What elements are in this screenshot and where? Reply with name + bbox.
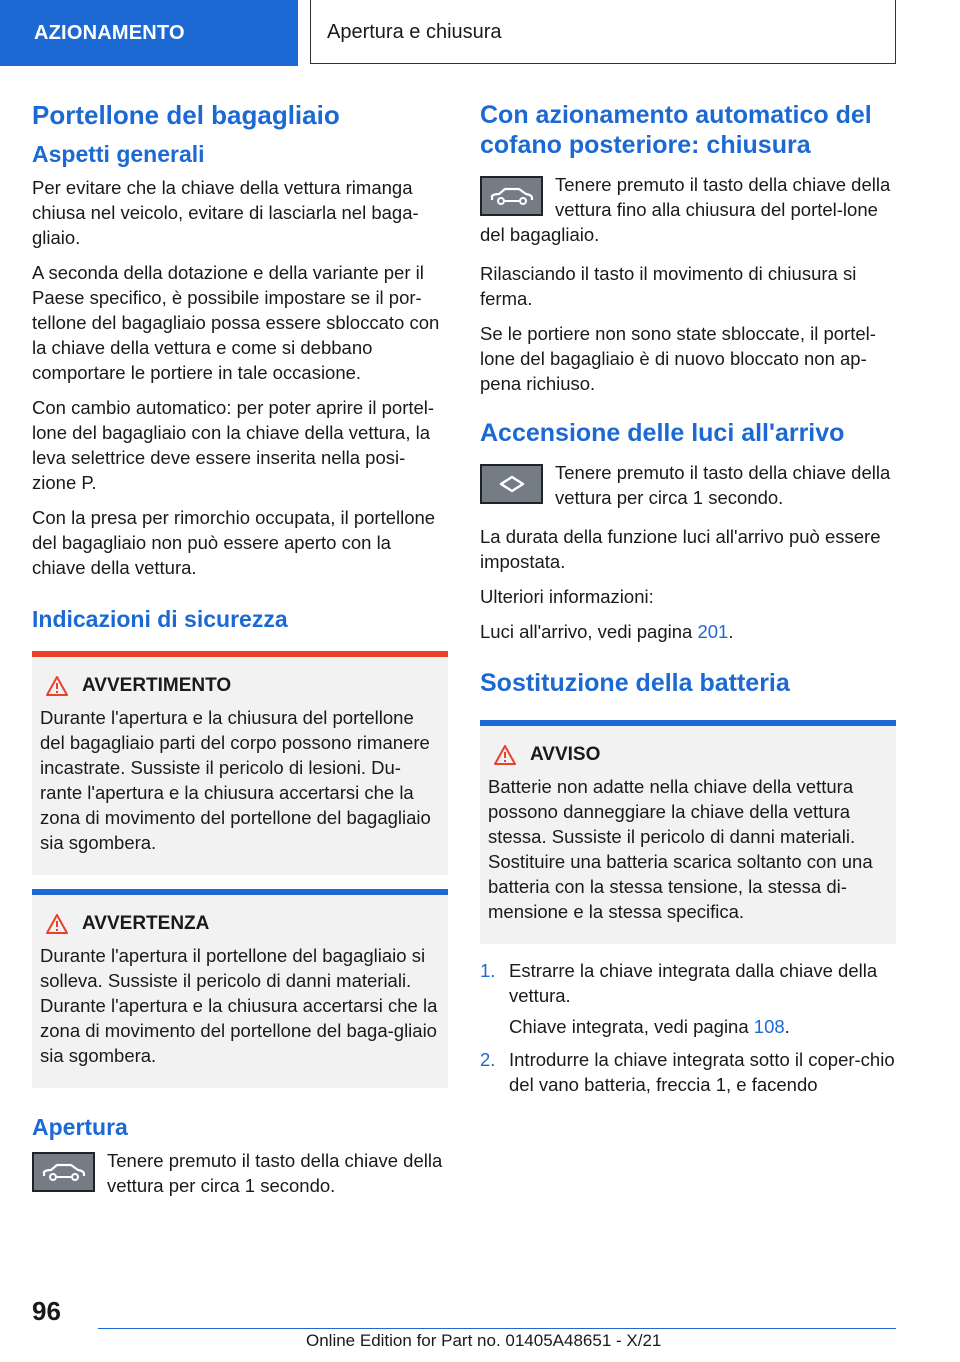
- safety-heading: Indicazioni di sicurezza: [32, 605, 288, 632]
- general-paragraph-1: Per evitare che la chiave della vettura rimanga chiusa nel veicolo, evitare di lasciarla nel baga-gliaio.: [32, 176, 419, 248]
- step-text: Introdurre la chiave integrata sotto il coper-chio del vano batteria, freccia 1, e facendo: [509, 1049, 895, 1095]
- step-reference: Chiave integrata, vedi pagina 108.: [509, 1016, 790, 1037]
- notice-text: Batterie non adatte nella chiave della vettura possono danneggiare la chiave della vettura stessa. Sussiste il pericolo di danni materiali. Sostituire una batteria scarica soltanto con una batteria con la stessa tensione, la stessa di-mensione e la stessa specifica.: [488, 776, 873, 922]
- warning-triangle-icon: [46, 914, 68, 934]
- welcome-light-paragraph-2: Ulteriori informazioni:: [480, 586, 654, 607]
- step-number: 1.: [480, 960, 496, 981]
- general-paragraph-2: A seconda della dotazione e della variante per il Paese specifico, è possibile impostare se il por-tellone del bagagliaio possa essere sbloccato con la chiave della vettura e come si debbano comportare le portiere in tale occasione.: [32, 261, 440, 383]
- warning-triangle-icon: [494, 745, 516, 765]
- unlock-key-button-icon: [480, 464, 543, 504]
- list-item: [480, 1047, 896, 1097]
- opening-text: Tenere premuto il tasto della chiave della vettura per circa 1 secondo.: [107, 1149, 443, 1196]
- auto-close-instruction: [480, 172, 896, 247]
- auto-close-key-text: Tenere premuto il tasto della chiave della vettura fino alla chiusura del portel-lone del bagagliaio.: [480, 174, 891, 245]
- caution-text: Durante l'apertura il portellone del bagagliaio si solleva. Sussiste il pericolo di danni materiali. Durante l'apertura e la chiusura accertarsi che la zona di movimento del portellone del baga-gliaio sia sgombera.: [40, 945, 438, 1067]
- caution-box: [32, 889, 448, 1088]
- battery-steps: [480, 958, 896, 1097]
- page-number: 96: [32, 1296, 61, 1326]
- general-heading: Aspetti generali: [32, 141, 205, 168]
- opening-heading: Apertura: [32, 1114, 128, 1141]
- warning-title: AVVERTIMENTO: [82, 675, 232, 697]
- section-tab: AZIONAMENTO: [0, 0, 298, 66]
- section-title: Portellone del bagagliaio: [32, 100, 340, 130]
- warning-text: Durante l'apertura e la chiusura del portellone del bagagliaio parti del corpo possono rimanere incastrate. Sussiste il pericolo di lesioni. Du-rante l'apertura e la chiusura accertarsi che la zona di movimento del portellone del bagagliaio sia sgombera.: [40, 707, 431, 854]
- tailgate-key-button-icon: [32, 1152, 95, 1192]
- welcome-light-reference: Luci all'arrivo, vedi pagina 201.: [480, 621, 734, 642]
- auto-close-paragraph-1: Rilasciando il tasto il movimento di chiusura si ferma.: [480, 263, 857, 309]
- auto-close-paragraph-2: Se le portiere non sono state sbloccate, il portel-lone del bagagliaio è di nuovo bloccato non ap-pena richiuso.: [480, 323, 876, 394]
- general-paragraph-3: Con cambio automatico: per poter aprire il portel-lone del bagagliaio con la chiave della vettura, la leva selettrice deve essere inserita nella posi-zione P.: [32, 396, 435, 493]
- welcome-light-heading: Accensione delle luci all'arrivo: [480, 419, 845, 447]
- list-item: [480, 958, 896, 1039]
- step-text: Estrarre la chiave integrata dalla chiave della vettura.: [509, 960, 878, 1006]
- page-header: [0, 0, 960, 66]
- welcome-light-instruction: [480, 460, 896, 510]
- step-number: 2.: [480, 1049, 496, 1070]
- caution-title: AVVERTENZA: [82, 913, 210, 935]
- page-link[interactable]: 108: [753, 1016, 785, 1037]
- auto-close-heading: Con azionamento automatico del cofano posteriore: chiusura: [480, 101, 872, 159]
- warning-box: [32, 651, 448, 875]
- opening-instruction: [32, 1148, 448, 1198]
- footer-divider: [98, 1328, 896, 1329]
- general-paragraph-4: Con la presa per rimorchio occupata, il portellone del bagagliaio non può essere aperto con la chiave della vettura.: [32, 506, 436, 578]
- footer-edition: Online Edition for Part no. 01405A48651 - X/21: [306, 1331, 662, 1350]
- welcome-light-paragraph-1: La durata della funzione luci all'arrivo può essere impostata.: [480, 526, 881, 572]
- warning-triangle-icon: [46, 676, 68, 696]
- notice-box: [480, 720, 896, 944]
- battery-heading: Sostituzione della batteria: [480, 669, 790, 697]
- right-column: [480, 100, 896, 1105]
- tailgate-key-button-icon: [480, 176, 543, 216]
- notice-title: AVVISO: [530, 744, 601, 765]
- left-column: [32, 100, 448, 1212]
- chapter-tab: Apertura e chiusura: [310, 0, 896, 64]
- welcome-light-key-text: Tenere premuto il tasto della chiave della vettura per circa 1 secondo.: [555, 462, 891, 508]
- page-link[interactable]: 201: [697, 621, 729, 642]
